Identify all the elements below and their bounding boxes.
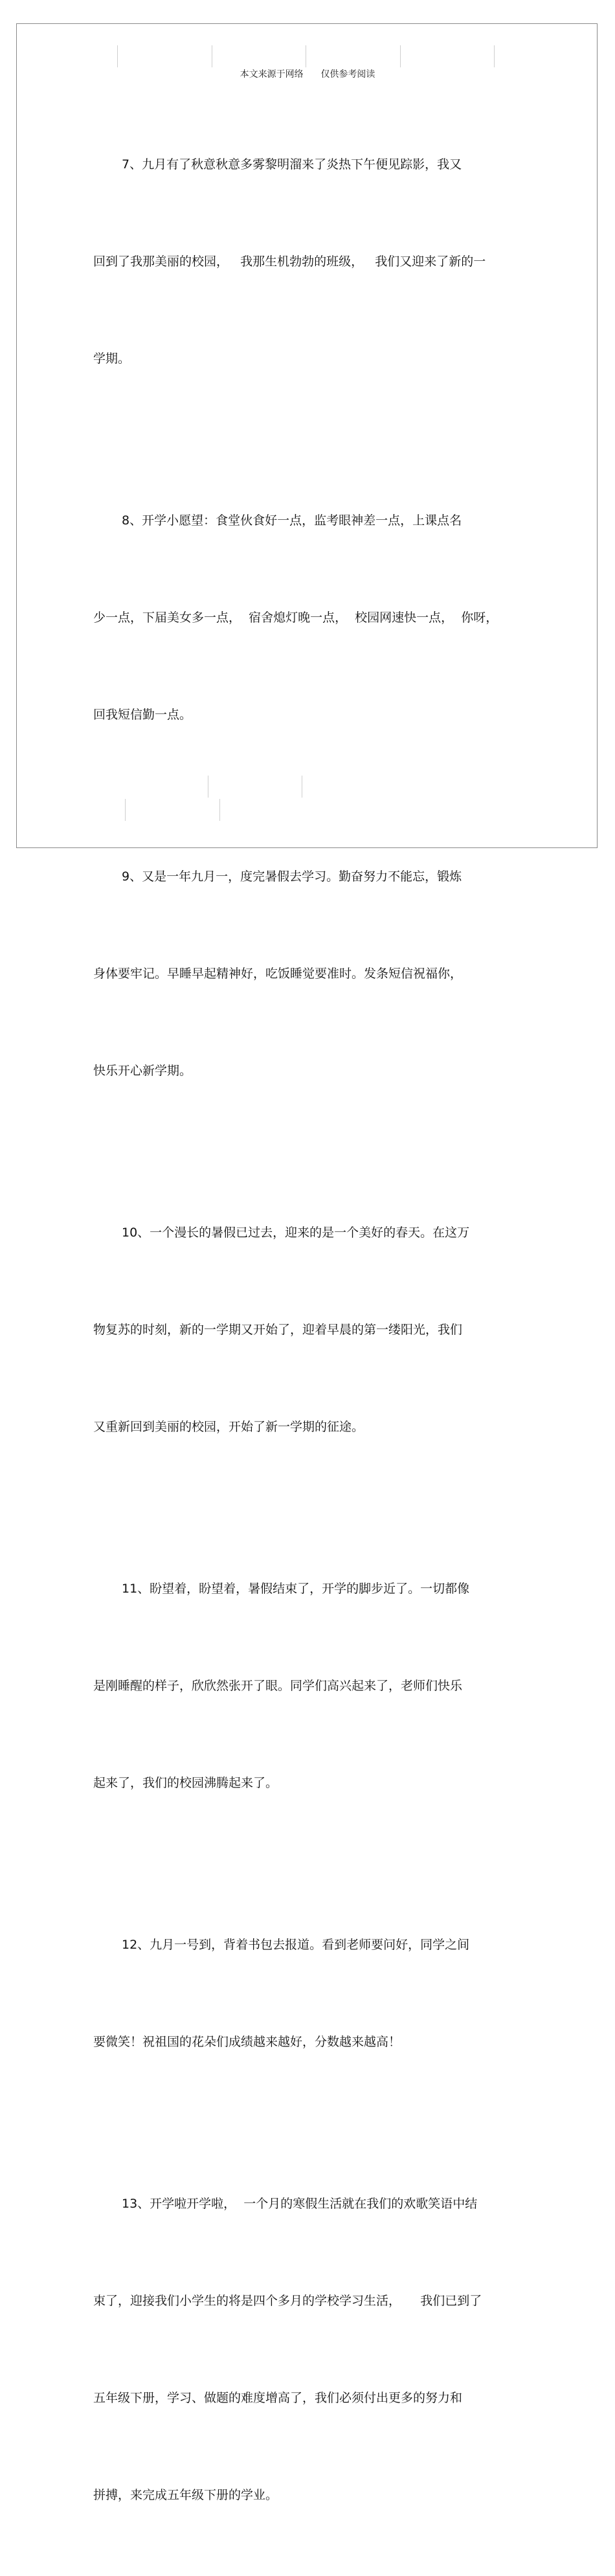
text-line: 五年级下册，学习、做题的难度增高了，我们必须付出更多的努力和 — [93, 2391, 463, 2405]
paragraph-8 — [93, 440, 520, 796]
page-header: 本文来源于网络 仅供参考阅读 — [240, 69, 375, 80]
top-divider-4 — [400, 45, 401, 67]
text-line: 回我短信勤一点。 — [93, 708, 192, 722]
text-line: 学期。 — [93, 352, 131, 366]
text-line: 要微笑！祝祖国的花朵们成绩越来越好，分数越来越高！ — [93, 2035, 401, 2049]
paragraph-12 — [93, 1864, 520, 2123]
text-line: 快乐开心新学期。 — [93, 1064, 192, 1078]
top-divider-5 — [494, 45, 495, 67]
paragraph-11 — [93, 1508, 520, 1864]
paragraph-10 — [93, 1152, 520, 1508]
text-line: 束了，迎接我们小学生的将是四个多月的学校学习生活， 我们已到了 — [93, 2294, 482, 2308]
text-line: 8、开学小愿望：食堂伙食好一点，监考眼神差一点，上课点名 — [122, 513, 462, 528]
paragraph-13 — [93, 2123, 520, 2576]
text-line: 少一点，下届美女多一点， 宿舍熄灯晚一点， 校园网速快一点， 你呀， — [93, 610, 498, 625]
paragraph-9 — [93, 796, 520, 1152]
paragraph-7 — [93, 84, 520, 440]
text-line: 回到了我那美丽的校园， 我那生机勃勃的班级， 我们又迎来了新的一 — [93, 254, 486, 269]
text-line: 身体要牢记。早睡早起精神好，吃饭睡觉要准时。发条短信祝福你， — [93, 967, 463, 981]
text-line: 是刚睡醒的样子，欣欣然张开了眼。同学们高兴起来了，老师们快乐 — [93, 1679, 463, 1693]
text-line: 物复苏的时刻，新的一学期又开始了，迎着早晨的第一缕阳光，我们 — [93, 1323, 463, 1337]
text-line: 12、九月一号到，背着书包去报道。看到老师要问好，同学之间 — [122, 1938, 470, 1952]
text-line: 13、开学啦开学啦， 一个月的寒假生活就在我们的欢歌笑语中结 — [122, 2197, 478, 2211]
text-line: 11、盼望着，盼望着，暑假结束了，开学的脚步近了。一切都像 — [122, 1582, 470, 1596]
text-line: 拼搏，来完成五年级下册的学业。 — [93, 2488, 278, 2502]
text-line: 7、九月有了秋意秋意多雾黎明溜来了炎热下午便见踪影，我又 — [122, 157, 462, 172]
text-line: 又重新回到美丽的校园，开始了新一学期的征途。 — [93, 1420, 364, 1434]
document-body — [93, 84, 520, 2576]
text-line: 9、又是一年九月一，度完暑假去学习。勤奋努力不能忘，锻炼 — [122, 869, 462, 884]
top-divider-1 — [117, 45, 118, 67]
text-line: 起来了，我们的校园沸腾起来了。 — [93, 1776, 278, 1790]
text-line: 10、一个漫长的暑假已过去，迎来的是一个美好的春天。在这万 — [122, 1226, 470, 1240]
